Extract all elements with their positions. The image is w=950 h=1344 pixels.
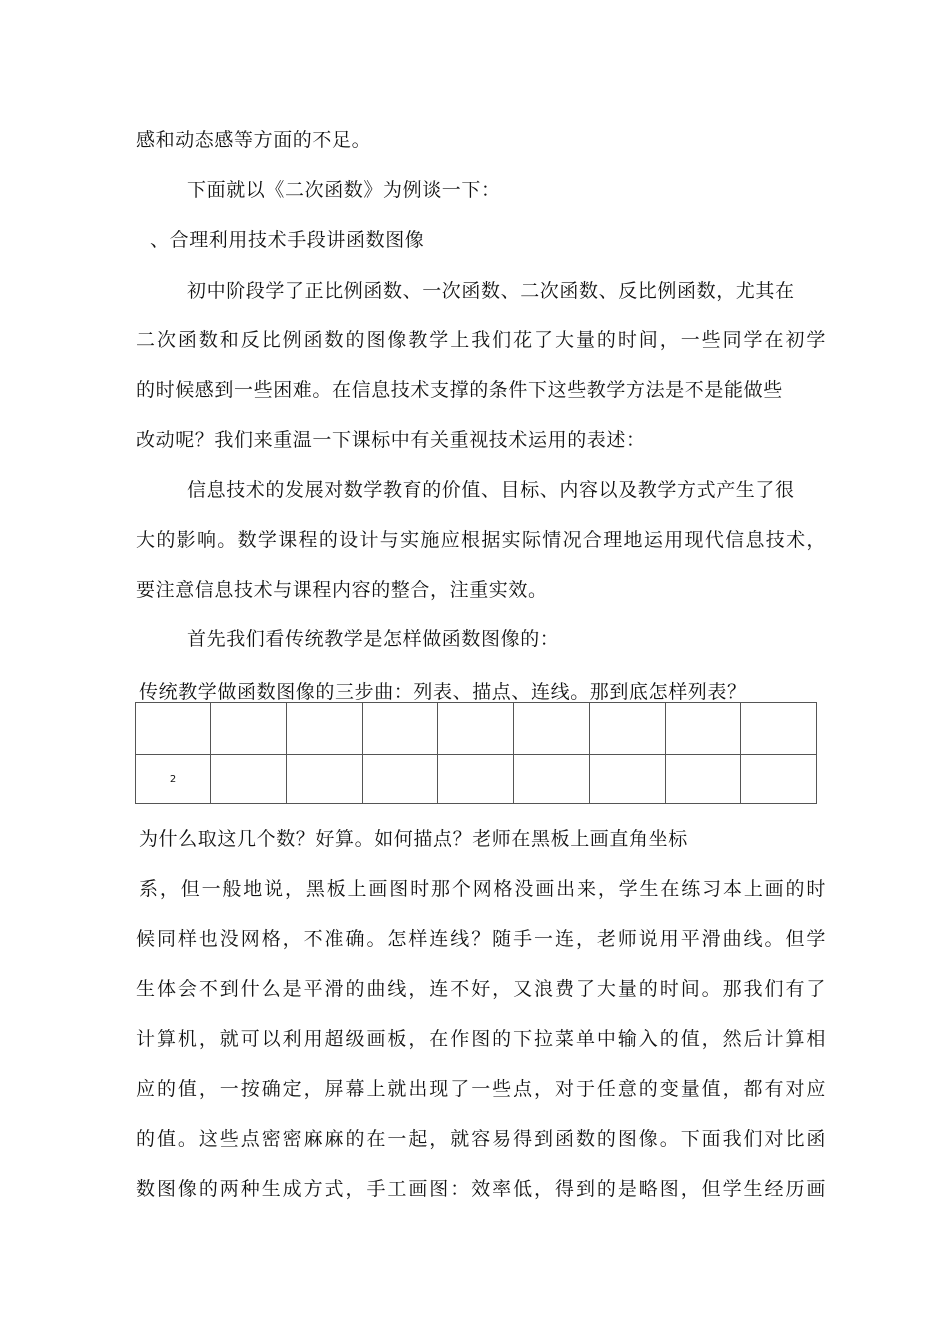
- paragraph-line: 传统教学做函数图像的三步曲：列表、描点、连线。那到底怎样列表？: [139, 681, 747, 703]
- paragraph-line: 生体会不到什么是平滑的曲线，连不好，又浪费了大量的时间。那我们有了: [136, 978, 826, 1000]
- table-cell: [362, 703, 438, 755]
- paragraph-line: 候同样也没网格，不准确。怎样连线？随手一连，老师说用平滑曲线。但学: [136, 928, 826, 950]
- table-cell: [438, 755, 514, 804]
- paragraph-line: 首先我们看传统教学是怎样做函数图像的：: [187, 628, 560, 650]
- value-table: [135, 702, 817, 804]
- paragraph-line: 改动呢？我们来重温一下课标中有关重视技术运用的表述：: [136, 429, 646, 451]
- paragraph-line: 为什么取这几个数？好算。如何描点？老师在黑板上画直角坐标: [139, 828, 688, 850]
- table-cell: [589, 755, 665, 804]
- table-cell: [211, 703, 287, 755]
- table-row: [136, 703, 817, 755]
- paragraph-line: 信息技术的发展对数学教育的价值、目标、内容以及教学方式产生了很: [187, 479, 795, 501]
- table-cell: [286, 755, 362, 804]
- table-cell: [286, 703, 362, 755]
- table-cell: 2: [136, 755, 211, 804]
- paragraph-line: 的时候感到一些困难。在信息技术支撑的条件下这些教学方法是不是能做些: [136, 379, 783, 401]
- paragraph-line: 感和动态感等方面的不足。: [136, 129, 372, 151]
- paragraph-line: 数图像的两种生成方式，手工画图：效率低，得到的是略图，但学生经历画: [136, 1178, 826, 1200]
- section-heading: 、合理利用技术手段讲函数图像: [150, 229, 425, 251]
- paragraph-line: 二次函数和反比例函数的图像教学上我们花了大量的时间，一些同学在初学: [136, 329, 826, 351]
- table-cell: [211, 755, 287, 804]
- table-cell: [514, 703, 590, 755]
- paragraph-line: 的值。这些点密密麻麻的在一起，就容易得到函数的图像。下面我们对比函: [136, 1128, 826, 1150]
- paragraph-line: 应的值，一按确定，屏幕上就出现了一些点，对于任意的变量值，都有对应: [136, 1078, 826, 1100]
- paragraph-line: 大的影响。数学课程的设计与实施应根据实际情况合理地运用现代信息技术，: [136, 529, 826, 551]
- table-row: [136, 755, 817, 804]
- paragraph-line: 下面就以《二次函数》为例谈一下：: [187, 179, 501, 201]
- table-cell: [741, 703, 817, 755]
- table-cell: [514, 755, 590, 804]
- table-cell: [665, 755, 741, 804]
- table-cell: [136, 703, 211, 755]
- paragraph-line: 系，但一般地说，黑板上画图时那个网格没画出来，学生在练习本上画的时: [139, 878, 826, 900]
- paragraph-line: 要注意信息技术与课程内容的整合，注重实效。: [136, 579, 548, 601]
- table-cell: [362, 755, 438, 804]
- table-cell: [741, 755, 817, 804]
- paragraph-line: 初中阶段学了正比例函数、一次函数、二次函数、反比例函数，尤其在: [187, 280, 795, 302]
- table-cell: [589, 703, 665, 755]
- table-cell: [665, 703, 741, 755]
- table-cell: [438, 703, 514, 755]
- paragraph-line: 计算机，就可以利用超级画板，在作图的下拉菜单中输入的值，然后计算相: [136, 1028, 826, 1050]
